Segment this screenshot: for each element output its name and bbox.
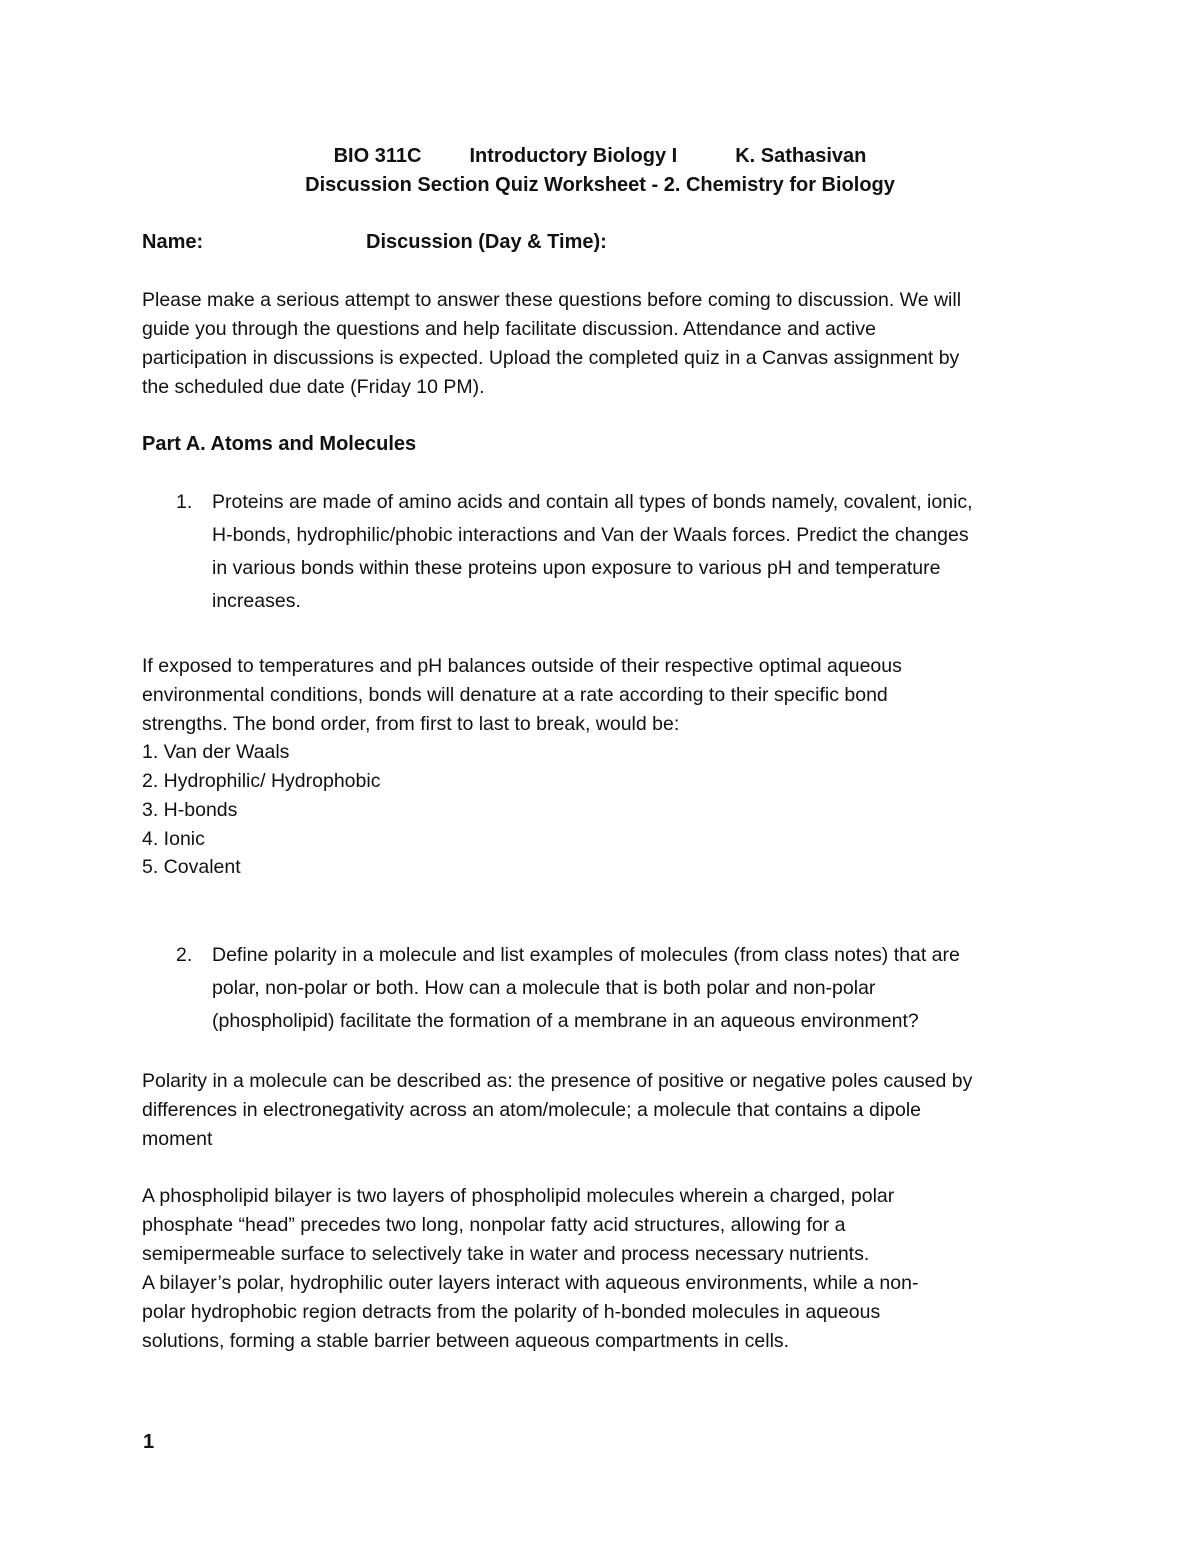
- intro-line: the scheduled due date (Friday 10 PM).: [142, 376, 485, 398]
- answer-line: polar hydrophobic region detracts from the polarity of h-bonded molecules in aqueous: [142, 1301, 881, 1323]
- question-number: 2.: [176, 944, 193, 966]
- intro-line: guide you through the questions and help facilitate discussion. Attendance and active: [142, 318, 876, 340]
- question-line: H-bonds, hydrophilic/phobic interactions and Van der Waals forces. Predict the changes: [212, 524, 969, 546]
- page-number: 1: [143, 1431, 155, 1453]
- question-line: (phospholipid) facilitate the formation of a membrane in an aqueous environment?: [212, 1010, 919, 1032]
- answer-line: strengths. The bond order, from first to last to break, would be:: [142, 713, 680, 735]
- answer-line: environmental conditions, bonds will denature at a rate according to their specific bond: [142, 684, 888, 706]
- intro-line: participation in discussions is expected. Upload the completed quiz in a Canvas assignment by: [142, 347, 960, 369]
- list-item: 5. Covalent: [142, 856, 241, 878]
- answer-line: differences in electronegativity across an atom/molecule; a molecule that contains a dipole: [142, 1099, 921, 1121]
- question-line: Define polarity in a molecule and list examples of molecules (from class notes) that are: [212, 944, 960, 966]
- course-header: [0, 145, 1200, 168]
- answer-line: If exposed to temperatures and pH balances outside of their respective optimal aqueous: [142, 655, 902, 677]
- instructor-name: K. Sathasivan: [735, 145, 867, 167]
- question-line: Proteins are made of amino acids and contain all types of bonds namely, covalent, ionic,: [212, 491, 973, 513]
- answer-line: solutions, forming a stable barrier between aqueous compartments in cells.: [142, 1330, 790, 1352]
- section-heading: Part A. Atoms and Molecules: [142, 433, 417, 455]
- intro-line: Please make a serious attempt to answer these questions before coming to discussion. We will: [142, 289, 962, 311]
- list-item: 3. H-bonds: [142, 799, 238, 821]
- answer-line: Polarity in a molecule can be described as: the presence of positive or negative poles caused by: [142, 1070, 973, 1092]
- discussion-label: Discussion (Day & Time):: [366, 231, 607, 253]
- answer-line: A phospholipid bilayer is two layers of phospholipid molecules wherein a charged, polar: [142, 1185, 895, 1207]
- question-line: polar, non-polar or both. How can a molecule that is both polar and non-polar: [212, 977, 876, 999]
- answer-line: semipermeable surface to selectively take in water and process necessary nutrients.: [142, 1243, 870, 1265]
- worksheet-subtitle: Discussion Section Quiz Worksheet - 2. Chemistry for Biology: [305, 174, 895, 196]
- answer-line: moment: [142, 1128, 213, 1150]
- name-label: Name:: [142, 231, 204, 253]
- question-number: 1.: [176, 491, 193, 513]
- list-item: 4. Ionic: [142, 828, 205, 850]
- course-title: Introductory Biology I: [469, 145, 678, 167]
- question-line: in various bonds within these proteins upon exposure to various pH and temperature: [212, 557, 941, 579]
- answer-line: A bilayer’s polar, hydrophilic outer layers interact with aqueous environments, while a non-: [142, 1272, 919, 1294]
- course-code: BIO 311C: [333, 145, 422, 167]
- answer-line: phosphate “head” precedes two long, nonpolar fatty acid structures, allowing for a: [142, 1214, 846, 1236]
- question-line: increases.: [212, 590, 301, 612]
- list-item: 2. Hydrophilic/ Hydrophobic: [142, 770, 381, 792]
- list-item: 1. Van der Waals: [142, 741, 290, 763]
